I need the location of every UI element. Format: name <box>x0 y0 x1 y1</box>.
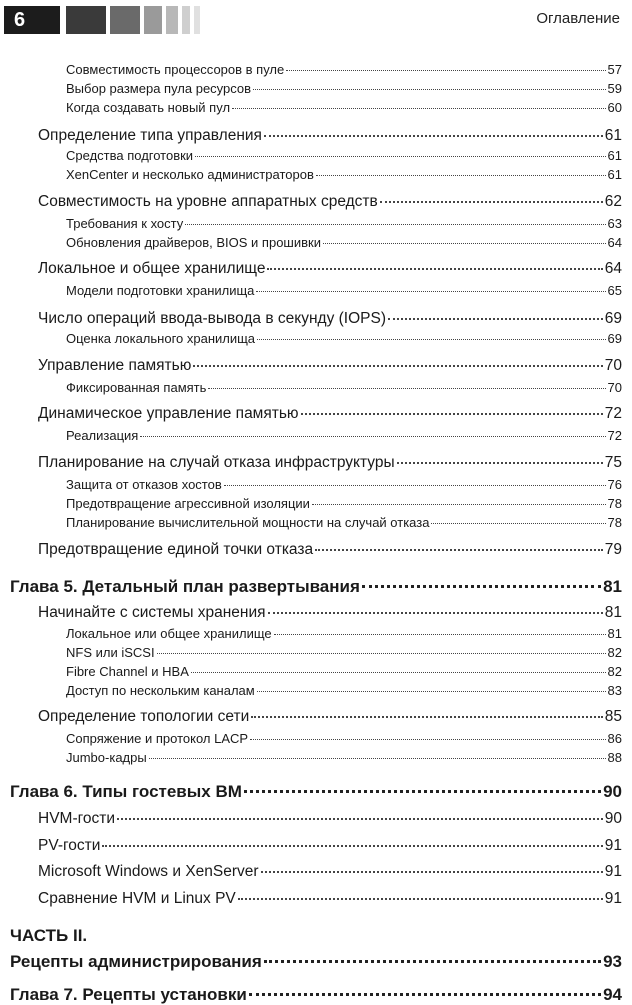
dot-leader <box>268 612 603 614</box>
toc-entry-page: 88 <box>607 750 622 765</box>
header-decor-bar <box>194 6 200 34</box>
toc-entry-title: Фиксированная память <box>66 380 207 395</box>
toc-entry[interactable] <box>38 837 622 855</box>
toc-entry-title: Сравнение HVM и Linux PV <box>38 890 236 907</box>
dot-leader <box>380 201 603 203</box>
toc-entry[interactable] <box>38 708 622 726</box>
toc-entry-title: Определение топологии сети <box>38 708 250 725</box>
toc-entry-page: 64 <box>607 235 622 250</box>
toc-entry-page: 85 <box>604 708 622 725</box>
toc-entry-title: Обновления драйверов, BIOS и прошивки <box>66 235 321 250</box>
dot-leader <box>191 672 606 673</box>
toc-entry[interactable] <box>38 193 622 211</box>
dot-leader <box>431 523 605 524</box>
toc-entry-page: 60 <box>607 100 622 115</box>
toc-entry-title: Планирование на случай отказа инфраструктуры <box>38 454 395 471</box>
toc-entry-page: 86 <box>607 731 622 746</box>
dot-leader <box>157 653 606 654</box>
toc-entry-title: Предотвращение агрессивной изоляции <box>66 496 310 511</box>
dot-leader <box>249 993 601 996</box>
toc-entry-page: 61 <box>604 127 622 144</box>
toc-entry[interactable] <box>38 260 622 278</box>
dot-leader <box>264 135 603 137</box>
header-decor-bar <box>66 6 106 34</box>
header-title: Оглавление <box>536 10 620 27</box>
toc-entry[interactable] <box>38 863 622 881</box>
dot-leader <box>149 758 606 759</box>
toc-entry-page: 69 <box>604 310 622 327</box>
toc-entry[interactable] <box>38 357 622 375</box>
dot-leader <box>185 224 605 225</box>
toc-entry[interactable] <box>38 604 622 622</box>
toc-entry-page: 76 <box>607 477 622 492</box>
toc-entry-title: Глава 6. Типы гостевых ВМ <box>10 782 242 801</box>
toc-entry-page: 62 <box>604 193 622 210</box>
dot-leader <box>316 175 606 176</box>
toc-entry-title: Определение типа управления <box>38 127 262 144</box>
toc-entry-title: Средства подготовки <box>66 148 194 163</box>
toc-entry[interactable] <box>66 496 622 511</box>
toc-entry[interactable] <box>66 731 622 746</box>
dot-leader <box>102 845 602 847</box>
toc-entry-title: Microsoft Windows и XenServer <box>38 863 259 880</box>
toc-entry[interactable] <box>66 167 622 182</box>
toc-entry-page: 91 <box>604 890 622 907</box>
toc-entry[interactable] <box>38 310 622 328</box>
dot-leader <box>362 585 601 588</box>
toc-entry[interactable] <box>38 541 622 559</box>
toc-entry-page: 82 <box>607 664 622 679</box>
toc-entry-page: 83 <box>607 683 622 698</box>
dot-leader <box>117 818 603 820</box>
dot-leader <box>397 462 603 464</box>
toc-entry[interactable] <box>66 515 622 530</box>
dot-leader <box>274 634 606 635</box>
toc-entry-page: 57 <box>607 62 622 77</box>
toc-entry-title: Управление памятью <box>38 357 192 374</box>
toc-entry[interactable] <box>66 477 622 492</box>
toc-entry-page: 91 <box>604 837 622 854</box>
toc-entry-page: 91 <box>604 863 622 880</box>
toc-entry[interactable] <box>66 100 622 115</box>
toc-entry-title: PV-гости <box>38 837 101 854</box>
dot-leader <box>238 898 603 900</box>
dot-leader <box>140 436 605 437</box>
header-decor-bar <box>166 6 178 34</box>
toc-entry-page: 70 <box>607 380 622 395</box>
toc-entry-title: Когда создавать новый пул <box>66 100 231 115</box>
dot-leader <box>250 739 605 740</box>
toc-entry-page: 90 <box>603 782 622 801</box>
page-header <box>0 6 632 36</box>
dot-leader <box>257 691 606 692</box>
toc-entry-title: XenCenter и несколько администраторов <box>66 167 314 182</box>
toc-entry[interactable] <box>66 626 622 641</box>
toc-entry[interactable] <box>38 890 622 908</box>
toc-entry-page: 64 <box>604 260 622 277</box>
dot-leader <box>193 365 602 367</box>
toc-entry-title: NFS или iSCSI <box>66 645 155 660</box>
toc-entry-title: Совместимость процессоров в пуле <box>66 62 285 77</box>
toc-entry-page: 90 <box>604 810 622 827</box>
header-decor-bar <box>182 6 190 34</box>
toc-entry-title: Глава 7. Рецепты установки <box>10 985 247 1004</box>
toc-entry[interactable] <box>10 577 622 597</box>
toc-entry-title: Защита от отказов хостов <box>66 477 222 492</box>
toc-entry-page: 63 <box>607 216 622 231</box>
toc-entry-page: 93 <box>603 952 622 971</box>
toc-entry[interactable] <box>66 283 622 298</box>
toc-entry-title: Оценка локального хранилища <box>66 331 256 346</box>
dot-leader <box>208 388 605 389</box>
toc-entry-page: 61 <box>607 148 622 163</box>
dot-leader <box>388 318 603 320</box>
toc-entry-title: Доступ по нескольким каналам <box>66 683 255 698</box>
toc-entry-title: Выбор размера пула ресурсов <box>66 81 252 96</box>
toc-entry-page: 81 <box>603 577 622 596</box>
toc-entry-title: Fibre Channel и HBA <box>66 664 189 679</box>
toc-entry[interactable] <box>66 664 622 679</box>
toc-entry-title: Модели подготовки хранилища <box>66 283 255 298</box>
toc-entry[interactable] <box>66 62 622 77</box>
toc-entry-page: 81 <box>607 626 622 641</box>
toc-entry-page: 75 <box>604 454 622 471</box>
toc-entry[interactable] <box>66 331 622 346</box>
toc-entry-title: Сопряжение и протокол LACP <box>66 731 249 746</box>
toc-entry-title: Начинайте с системы хранения <box>38 604 266 621</box>
toc-entry-page: 72 <box>607 428 622 443</box>
toc-entry[interactable] <box>66 235 622 250</box>
toc-entry[interactable] <box>38 454 622 472</box>
toc-entry-title: Реализация <box>66 428 139 443</box>
dot-leader <box>251 716 602 718</box>
toc-entry[interactable] <box>66 750 622 765</box>
dot-leader <box>256 291 605 292</box>
toc-entry-page: 65 <box>607 283 622 298</box>
toc-entry-page: 78 <box>607 515 622 530</box>
dot-leader <box>323 243 606 244</box>
toc-entry-title: Предотвращение единой точки отказа <box>38 541 314 558</box>
toc-entry[interactable] <box>38 810 622 828</box>
dot-leader <box>286 70 605 71</box>
toc-entry-title: Jumbo-кадры <box>66 750 147 765</box>
dot-leader <box>301 413 603 415</box>
dot-leader <box>224 485 606 486</box>
dot-leader <box>253 89 605 90</box>
dot-leader <box>195 156 605 157</box>
toc-entry-title: Локальное или общее хранилище <box>66 626 272 641</box>
toc-entry-page: 79 <box>604 541 622 558</box>
toc-entry-title: Локальное и общее хранилище <box>38 260 266 277</box>
toc-entry-title: Глава 5. Детальный план развертывания <box>10 577 360 596</box>
toc-entry-page: 94 <box>603 985 622 1004</box>
toc-entry-title: HVM-гости <box>38 810 116 827</box>
toc-entry-page: 69 <box>607 331 622 346</box>
part-title: ЧАСТЬ II. <box>10 926 88 945</box>
toc-entry[interactable] <box>66 683 622 698</box>
toc-entry-title: Совместимость на уровне аппаратных средств <box>38 193 378 210</box>
page-number: 6 <box>4 6 60 34</box>
dot-leader <box>244 790 601 793</box>
toc-entry[interactable] <box>66 81 622 96</box>
dot-leader <box>315 549 603 551</box>
dot-leader <box>264 960 601 963</box>
header-decor-bar <box>144 6 162 34</box>
toc-entry-page: 61 <box>607 167 622 182</box>
toc-entry-title: Рецепты администрирования <box>10 952 262 971</box>
toc-entry[interactable] <box>66 216 622 231</box>
dot-leader <box>257 339 605 340</box>
toc-entry-title: Динамическое управление памятью <box>38 405 299 422</box>
toc-entry[interactable] <box>38 127 622 145</box>
header-decor-bar <box>110 6 140 34</box>
toc-entry[interactable] <box>10 782 622 802</box>
toc-entry[interactable] <box>66 428 622 443</box>
toc-entry-title: Число операций ввода-вывода в секунду (IOPS) <box>38 310 386 327</box>
toc-entry[interactable] <box>38 405 622 423</box>
toc-entry-title: Планирование вычислительной мощности на случай отказа <box>66 515 430 530</box>
toc-entry-page: 82 <box>607 645 622 660</box>
toc-entry-page: 70 <box>604 357 622 374</box>
dot-leader <box>312 504 606 505</box>
toc-entry-page: 81 <box>604 604 622 621</box>
dot-leader <box>267 268 602 270</box>
toc-entry[interactable] <box>66 148 622 163</box>
toc-entry[interactable] <box>66 380 622 395</box>
toc-entry-page: 78 <box>607 496 622 511</box>
toc-entry-page: 72 <box>604 405 622 422</box>
toc-entry[interactable] <box>66 645 622 660</box>
toc-entry-page: 59 <box>607 81 622 96</box>
dot-leader <box>232 108 606 109</box>
toc-entry[interactable] <box>10 952 622 972</box>
dot-leader <box>261 871 603 873</box>
toc-entry[interactable] <box>10 985 622 1005</box>
toc-entry-title: Требования к хосту <box>66 216 184 231</box>
